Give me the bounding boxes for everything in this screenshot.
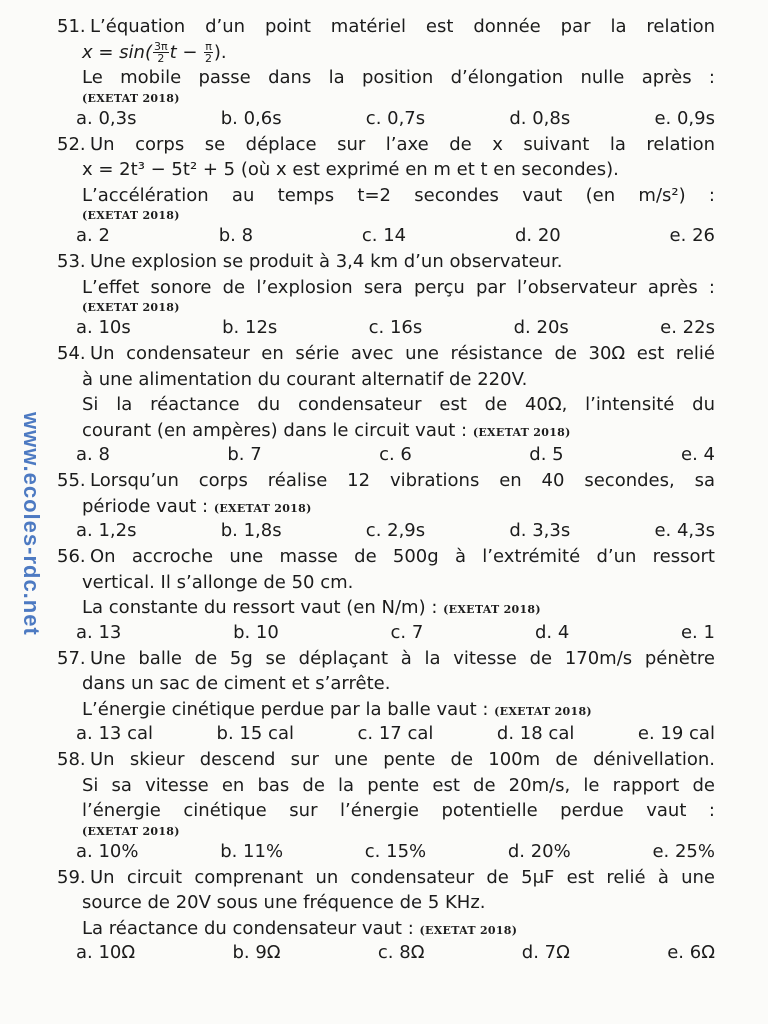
- option-d[interactable]: d. 20%: [507, 840, 571, 862]
- question-number: 58.: [57, 749, 86, 770]
- fraction: [153, 41, 169, 64]
- question-text: Un circuit comprenant un condensateur de 5μF est relié à une: [90, 866, 715, 888]
- question-text: dans un sac de ciment et s’arrête.: [82, 673, 391, 694]
- exam-tag: (EXETAT 2018): [82, 301, 180, 314]
- option-a[interactable]: a. 2: [76, 225, 110, 246]
- answer-options: [57, 107, 717, 131]
- question-text: L’équation d’un point matériel est donnée par la relation: [90, 16, 715, 37]
- exam-tag: (EXETAT 2018): [494, 704, 592, 718]
- question-53: [57, 249, 717, 340]
- option-a[interactable]: a. 0,3s: [76, 107, 137, 129]
- question-text-with-tag: [57, 916, 717, 942]
- question-number: 59.: [57, 866, 86, 888]
- answer-options: [57, 519, 717, 543]
- question-text: à une alimentation du courant alternatif de 220V.: [82, 368, 528, 390]
- question-text: Lorsqu’un corps réalise 12 vibrations en 40 secondes, sa: [90, 470, 715, 491]
- option-a[interactable]: a. 10Ω: [76, 942, 136, 963]
- question-text: Le mobile passe dans la position d’élongation nulle après :: [82, 67, 715, 88]
- question-number: 51.: [57, 16, 86, 37]
- option-d[interactable]: d. 18 cal: [496, 723, 575, 744]
- answer-options: [57, 840, 717, 864]
- option-c[interactable]: c. 17 cal: [357, 723, 434, 744]
- option-a[interactable]: a. 10s: [76, 317, 131, 338]
- question-text: Un condensateur en série avec une résistance de 30Ω est relié: [90, 343, 715, 364]
- question-text: Une explosion se produit à 3,4 km d’un observateur.: [90, 251, 563, 272]
- option-b[interactable]: b. 11%: [220, 840, 284, 862]
- fraction-numerator: 3π: [154, 40, 168, 53]
- question-55: [57, 468, 717, 543]
- answer-options: [57, 941, 717, 965]
- option-c[interactable]: c. 2,9s: [365, 520, 426, 541]
- question-text: On accroche une masse de 500g à l’extrémité d’un ressort: [90, 546, 715, 567]
- option-c[interactable]: c. 8Ω: [377, 942, 425, 963]
- question-59: [57, 865, 717, 966]
- option-b[interactable]: b. 12s: [222, 317, 278, 338]
- option-c[interactable]: c. 0,7s: [365, 107, 426, 129]
- option-d[interactable]: d. 20: [514, 225, 561, 246]
- option-a[interactable]: a. 1,2s: [76, 520, 137, 541]
- option-e[interactable]: e. 22s: [660, 317, 715, 338]
- question-text-with-tag: [57, 494, 717, 520]
- question-text: Un skieur descend sur une pente de 100m de dénivellation.: [90, 749, 715, 770]
- option-e[interactable]: e. 4: [681, 444, 715, 465]
- question-text: Une balle de 5g se déplaçant à la vitesse de 170m/s pénètre: [90, 647, 715, 669]
- option-d[interactable]: d. 3,3s: [509, 520, 571, 541]
- question-51: [57, 14, 717, 131]
- question-text: Si la réactance du condensateur est de 40Ω, l’intensité du: [82, 394, 715, 415]
- fraction: [204, 41, 213, 64]
- question-page: [57, 14, 717, 966]
- option-d[interactable]: d. 20s: [513, 317, 569, 338]
- question-56: [57, 544, 717, 645]
- question-text: source de 20V sous une fréquence de 5 KHz.: [82, 892, 486, 913]
- question-formula: [57, 40, 717, 66]
- watermark-text: www.ecoles-rdc.net: [19, 412, 44, 636]
- option-c[interactable]: c. 6: [379, 444, 412, 465]
- answer-options: [57, 621, 717, 645]
- question-text: l’énergie cinétique sur l’énergie potentielle perdue vaut :: [82, 800, 715, 821]
- option-c[interactable]: c. 7: [390, 621, 424, 643]
- option-a[interactable]: a. 8: [76, 444, 110, 465]
- question-text-with-tag: [57, 418, 717, 444]
- question-text: L’énergie cinétique perdue par la balle vaut :: [82, 698, 489, 720]
- option-e[interactable]: e. 1: [680, 621, 715, 643]
- option-b[interactable]: b. 1,8s: [220, 520, 282, 541]
- option-b[interactable]: b. 10: [233, 621, 279, 643]
- fraction-denominator: 2: [157, 52, 165, 65]
- question-text: Si sa vitesse en bas de la pente est de 20m/s, le rapport de: [82, 774, 715, 796]
- option-d[interactable]: d. 7Ω: [521, 942, 570, 963]
- exam-tag: (EXETAT 2018): [213, 501, 312, 515]
- exam-tag: (EXETAT 2018): [472, 425, 571, 439]
- option-b[interactable]: b. 15 cal: [216, 723, 294, 744]
- question-number: 57.: [57, 647, 86, 669]
- exam-tag: (EXETAT 2018): [82, 209, 180, 222]
- question-number: 56.: [57, 546, 86, 567]
- question-number: 52.: [57, 133, 86, 155]
- option-e[interactable]: e. 25%: [652, 840, 715, 862]
- exam-tag: (EXETAT 2018): [419, 923, 518, 937]
- question-text: période vaut :: [82, 495, 209, 517]
- question-52: [57, 132, 717, 249]
- option-d[interactable]: d. 0,8s: [509, 107, 571, 129]
- question-number: 53.: [57, 251, 86, 272]
- option-a[interactable]: a. 13: [76, 621, 122, 643]
- option-e[interactable]: e. 0,9s: [654, 107, 715, 129]
- question-text-with-tag: [57, 595, 717, 621]
- formula-suffix: ).: [213, 41, 227, 63]
- fraction-numerator: π: [205, 40, 212, 53]
- answer-options: [57, 224, 717, 248]
- question-text: x = 2t³ − 5t² + 5 (où x est exprimé en m et t en secondes).: [82, 159, 619, 180]
- option-d[interactable]: d. 5: [529, 444, 564, 465]
- formula-middle: t −: [169, 41, 204, 63]
- option-b[interactable]: b. 0,6s: [220, 107, 282, 129]
- option-c[interactable]: c. 14: [361, 225, 407, 246]
- option-e[interactable]: e. 4,3s: [654, 520, 715, 541]
- exam-tag: (EXETAT 2018): [82, 91, 180, 105]
- question-text: L’accélération au temps t=2 secondes vaut (en m/s²) :: [82, 184, 715, 206]
- exam-tag: (EXETAT 2018): [82, 824, 180, 838]
- option-e[interactable]: e. 26: [669, 225, 715, 246]
- question-number: 54.: [57, 343, 86, 364]
- question-text: L’effet sonore de l’explosion sera perçu par l’observateur après :: [82, 276, 715, 298]
- question-text: La constante du ressort vaut (en N/m) :: [82, 597, 438, 618]
- option-a[interactable]: a. 10%: [76, 840, 139, 862]
- question-58: [57, 747, 717, 864]
- question-54: [57, 341, 717, 467]
- answer-options: [57, 443, 717, 467]
- option-b[interactable]: b. 7: [227, 444, 262, 465]
- option-b[interactable]: b. 8: [218, 225, 254, 246]
- question-text: courant (en ampères) dans le circuit vaut :: [82, 419, 468, 441]
- option-a[interactable]: a. 13 cal: [76, 723, 154, 744]
- answer-options: [57, 722, 717, 746]
- formula-prefix: x = sin(: [82, 41, 152, 63]
- option-e[interactable]: e. 19 cal: [637, 723, 715, 744]
- question-57: [57, 646, 717, 747]
- question-text-with-tag: [57, 697, 717, 723]
- option-d[interactable]: d. 4: [534, 621, 570, 643]
- question-text: La réactance du condensateur vaut :: [82, 917, 414, 939]
- option-c[interactable]: c. 15%: [364, 840, 427, 862]
- answer-options: [57, 316, 717, 340]
- question-number: 55.: [57, 470, 86, 491]
- question-text: Un corps se déplace sur l’axe de x suivant la relation: [90, 133, 715, 155]
- exam-tag: (EXETAT 2018): [443, 603, 541, 616]
- option-b[interactable]: b. 9Ω: [232, 942, 281, 963]
- fraction-denominator: 2: [205, 52, 213, 65]
- option-e[interactable]: e. 6Ω: [667, 942, 715, 963]
- option-c[interactable]: c. 16s: [368, 317, 423, 338]
- question-text: vertical. Il s’allonge de 50 cm.: [82, 571, 354, 593]
